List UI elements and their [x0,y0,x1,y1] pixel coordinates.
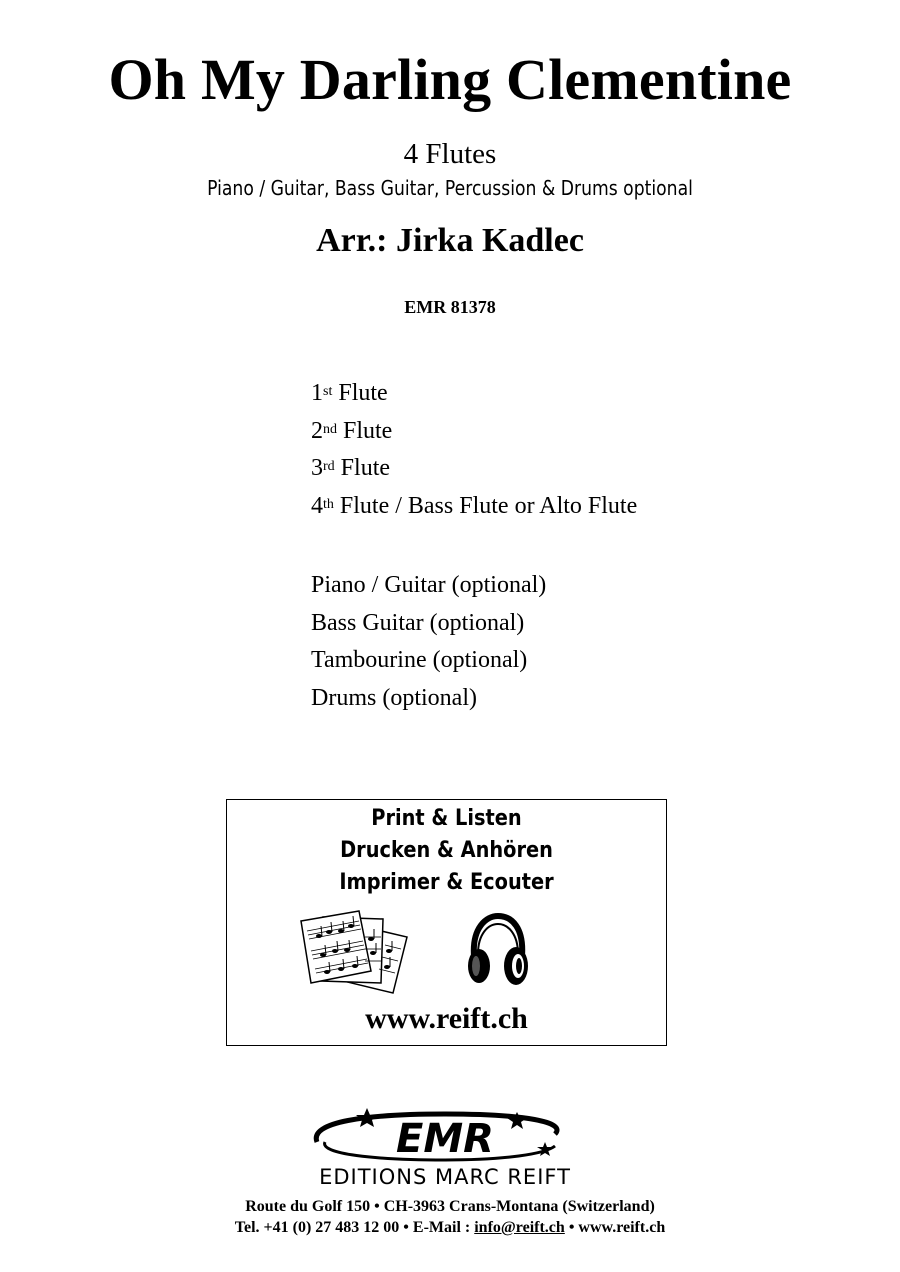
score-title: Oh My Darling Clementine [108,47,792,112]
part-item: 3rd Flute [311,455,391,482]
publisher-name: EDITIONS MARC REIFT [319,1165,571,1188]
score-subtitle: 4 Flutes [403,138,497,170]
logo-mark: EMR [396,1116,494,1162]
catalog-number: EMR 81378 [404,297,496,317]
optional-part-item: Bass Guitar (optional) [311,609,525,636]
promo-url[interactable]: www.reift.ch [365,1002,528,1035]
part-item: 2nd Flute [311,417,393,444]
promo-french: Imprimer & Ecouter [339,870,554,895]
headphones-icon [466,912,530,988]
email-link[interactable]: info@reift.ch [474,1219,565,1236]
part-item: 1st Flute [311,380,388,406]
sheet-music-icon [299,909,411,995]
optional-part-item: Drums (optional) [311,685,477,712]
publisher-address: Route du Golf 150 • CH-3963 Crans-Montana (Switzerland) [245,1198,655,1215]
optional-parts-list [311,567,546,718]
promo-english: Print & Listen [371,806,522,831]
publisher-contact: Tel. +41 (0) 27 483 12 00 • E-Mail : info@reift.ch • www.reift.ch [234,1219,666,1236]
print-listen-box [226,799,667,1046]
optional-part-item: Piano / Guitar (optional) [311,572,547,598]
arranger-credit: Arr.: Jirka Kadlec [316,222,584,259]
promo-german: Drucken & Anhören [340,838,553,863]
instrumentation-note: Piano / Guitar, Bass Guitar, Percussion & Drums optional [207,176,693,200]
optional-part-item: Tambourine (optional) [311,647,528,674]
flute-parts-list [311,375,637,526]
emr-logo [255,1108,645,1188]
part-item: 4th Flute / Bass Flute or Alto Flute [311,493,638,520]
